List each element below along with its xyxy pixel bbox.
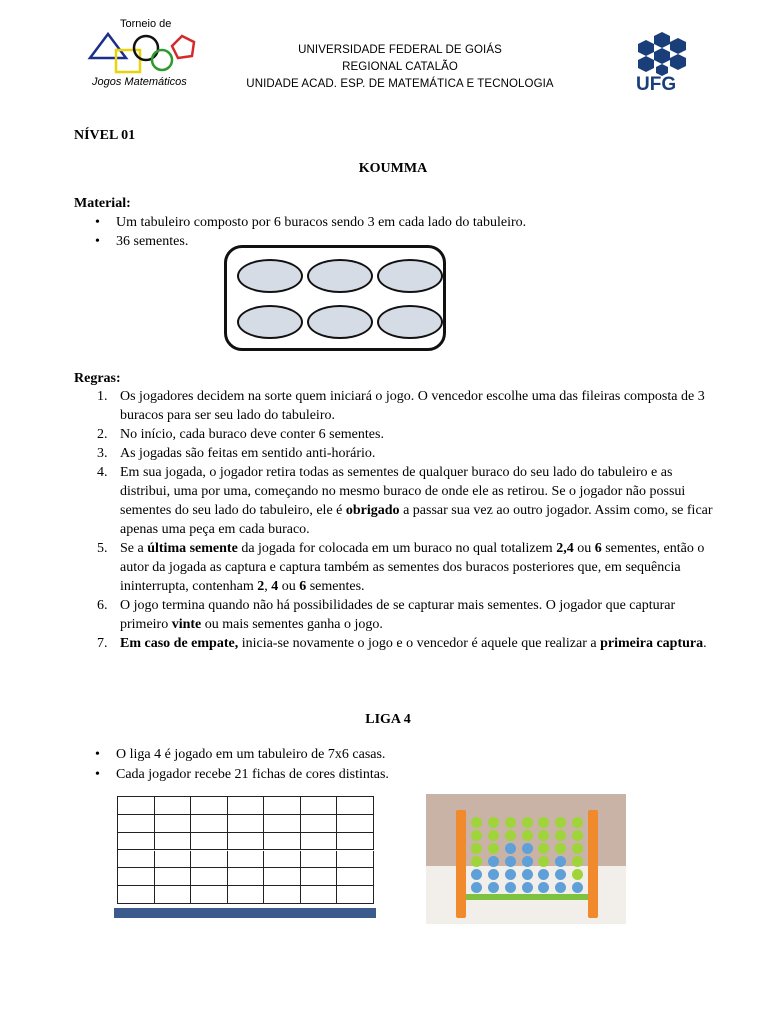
liga4-photo xyxy=(426,794,626,924)
disc xyxy=(522,830,533,841)
list-item: • O liga 4 é jogado em um tabuleiro de 7x6 casas. xyxy=(88,745,708,764)
board-hole xyxy=(307,305,373,339)
grid-cell xyxy=(301,886,338,904)
material-heading: Material: xyxy=(74,196,131,211)
grid-cell xyxy=(155,886,192,904)
board-hole xyxy=(377,305,443,339)
grid-cell xyxy=(264,833,301,851)
disc xyxy=(488,882,499,893)
list-item: • 36 sementes. xyxy=(88,232,708,251)
grid-cell xyxy=(228,797,265,815)
grid-cell xyxy=(118,797,155,815)
disc xyxy=(522,817,533,828)
grid-cell xyxy=(191,868,228,886)
logo-shapes-icon xyxy=(86,30,206,78)
disc xyxy=(538,869,549,880)
header-line-1: UNIVERSIDADE FEDERAL DE GOIÁS xyxy=(298,44,502,56)
grid-cell xyxy=(228,833,265,851)
disc xyxy=(505,843,516,854)
rule-item-2: 2. No início, cada buraco deve conter 6 sementes. xyxy=(97,427,384,442)
rule-item-7: 7. Em caso de empate, inicia-se novamente o jogo e o vencedor é aquele que realizar a primeira captura. xyxy=(97,636,707,651)
disc xyxy=(555,830,566,841)
disc xyxy=(555,843,566,854)
disc xyxy=(522,843,533,854)
grid-cell xyxy=(228,851,265,869)
rule-item-6: 6. O jogo termina quando não há possibilidades de se capturar mais sementes. O jogador que capturar primeiro vinte ou mais sementes ganha o jogo. xyxy=(97,598,676,632)
disc xyxy=(471,817,482,828)
grid-cell xyxy=(191,851,228,869)
disc xyxy=(555,856,566,867)
board-hole xyxy=(377,259,443,293)
ufg-logo xyxy=(632,30,688,96)
liga4-grid-base xyxy=(114,908,376,918)
board-hole xyxy=(307,259,373,293)
frame-bottom-bar xyxy=(466,894,588,900)
logo-title-line2: Jogos Matemáticos xyxy=(92,76,187,88)
disc xyxy=(471,882,482,893)
grid-cell xyxy=(191,797,228,815)
disc xyxy=(538,856,549,867)
disc xyxy=(555,882,566,893)
disc xyxy=(505,869,516,880)
grid-cell xyxy=(191,886,228,904)
disc xyxy=(488,869,499,880)
logo-title-line1: Torneio de xyxy=(120,18,172,30)
rule-item-1: 1. Os jogadores decidem na sorte quem iniciará o jogo. O vencedor escolhe uma das fileiras composta de 3 buracos para ser seu lado do tabuleiro. xyxy=(97,389,705,423)
grid-cell xyxy=(337,833,374,851)
disc xyxy=(471,830,482,841)
grid-cell xyxy=(228,815,265,833)
grid-cell xyxy=(155,851,192,869)
board-hole xyxy=(237,259,303,293)
grid-cell xyxy=(337,815,374,833)
discs-area xyxy=(468,816,586,894)
grid-cell xyxy=(337,886,374,904)
disc xyxy=(488,856,499,867)
disc xyxy=(505,882,516,893)
disc xyxy=(505,856,516,867)
torneio-logo xyxy=(86,16,206,92)
disc xyxy=(522,856,533,867)
list-item: • Um tabuleiro composto por 6 buracos sendo 3 em cada lado do tabuleiro. xyxy=(88,213,708,232)
disc xyxy=(538,830,549,841)
disc xyxy=(488,817,499,828)
rules-heading: Regras: xyxy=(74,371,121,386)
grid-cell xyxy=(264,868,301,886)
grid-cell xyxy=(264,851,301,869)
disc xyxy=(572,817,583,828)
disc xyxy=(505,817,516,828)
disc xyxy=(538,882,549,893)
koumma-board xyxy=(224,245,446,351)
grid-cell xyxy=(301,797,338,815)
disc xyxy=(488,830,499,841)
disc xyxy=(522,882,533,893)
list-item: • Cada jogador recebe 21 fichas de cores distintas. xyxy=(88,765,708,784)
koumma-title: KOUMMA xyxy=(358,161,428,176)
rule-item-4: 4. Em sua jogada, o jogador retira todas as sementes de qualquer buraco do seu lado do tabuleiro e as distribui, uma por uma, começando no mesmo buraco de onde ele as retirou. Se o jogador não possui sementes do seu lado do tabuleiro, ele é obrigado a passar sua vez ao outro jogador. Assim como, se ficar apenas uma peça em cada buraco. xyxy=(97,465,713,537)
disc xyxy=(471,869,482,880)
disc xyxy=(505,830,516,841)
board-hole xyxy=(237,305,303,339)
grid-cell xyxy=(264,886,301,904)
grid-cell xyxy=(337,797,374,815)
ufg-logo-text: UFG xyxy=(636,74,677,95)
grid-cell xyxy=(118,868,155,886)
disc xyxy=(572,869,583,880)
rules-list xyxy=(74,387,714,653)
grid-cell xyxy=(155,833,192,851)
disc xyxy=(471,856,482,867)
grid-cell xyxy=(264,797,301,815)
grid-cell xyxy=(155,868,192,886)
grid-cell xyxy=(118,886,155,904)
grid-cell xyxy=(301,815,338,833)
disc xyxy=(471,843,482,854)
liga4-title: LIGA 4 xyxy=(365,712,411,727)
header-line-3: UNIDADE ACAD. ESP. DE MATEMÁTICA E TECNOLOGIA xyxy=(246,78,554,90)
grid-cell xyxy=(118,833,155,851)
grid-cell xyxy=(337,851,374,869)
grid-cell xyxy=(301,833,338,851)
grid-cell xyxy=(301,868,338,886)
grid-cell xyxy=(228,886,265,904)
grid-cell xyxy=(264,815,301,833)
disc xyxy=(538,817,549,828)
grid-cell xyxy=(155,815,192,833)
disc xyxy=(572,856,583,867)
disc xyxy=(572,843,583,854)
disc xyxy=(572,882,583,893)
disc xyxy=(538,843,549,854)
level-label: NÍVEL 01 xyxy=(74,128,136,143)
rule-item-3: 3. As jogadas são feitas em sentido anti-horário. xyxy=(97,446,376,461)
grid-cell xyxy=(337,868,374,886)
disc xyxy=(572,830,583,841)
disc xyxy=(522,869,533,880)
rule-item-5: 5. Se a última semente da jogada for colocada em um buraco no qual totalizem 2,4 ou 6 sementes, então o autor da jogada as captura e captura também as sementes dos buracos posteriores que, em sequência ininterrupta, contenham 2, 4 ou 6 sementes. xyxy=(97,541,705,594)
disc xyxy=(488,843,499,854)
ufg-hexagons-icon xyxy=(632,30,688,76)
frame-left-post xyxy=(456,810,466,918)
disc xyxy=(555,817,566,828)
liga4-grid xyxy=(117,796,374,904)
grid-cell xyxy=(301,851,338,869)
frame-right-post xyxy=(588,810,598,918)
grid-cell xyxy=(228,868,265,886)
grid-cell xyxy=(191,833,228,851)
grid-cell xyxy=(118,851,155,869)
liga4-list xyxy=(88,745,708,784)
disc xyxy=(555,869,566,880)
header-line-2: REGIONAL CATALÃO xyxy=(342,61,458,73)
grid-cell xyxy=(155,797,192,815)
grid-cell xyxy=(118,815,155,833)
grid-cell xyxy=(191,815,228,833)
